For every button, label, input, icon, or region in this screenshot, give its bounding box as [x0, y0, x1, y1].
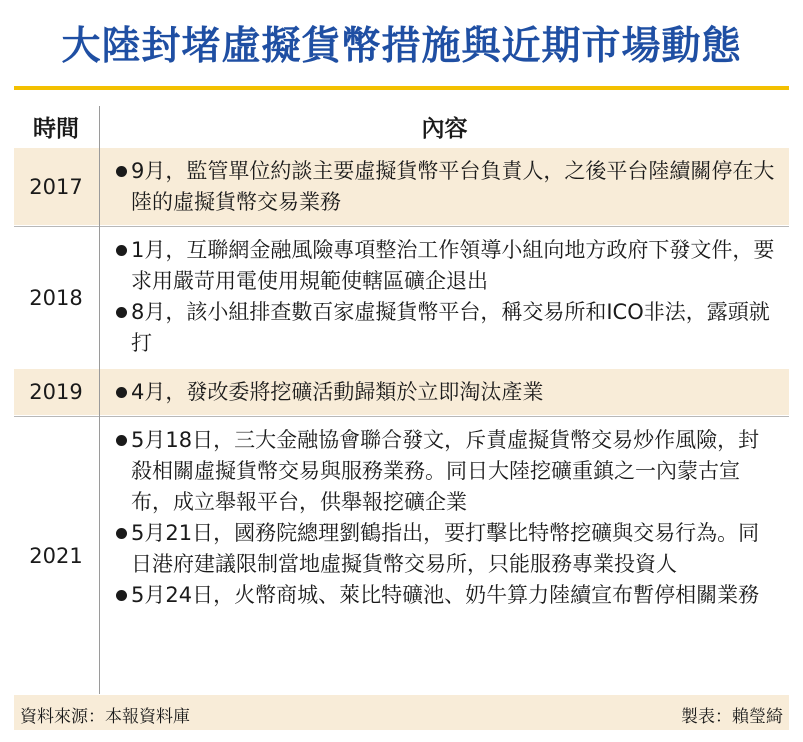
footer [14, 695, 789, 730]
table-row-2018 [14, 226, 789, 369]
title-underline [14, 86, 789, 90]
page-title: 大陸封堵虛擬貨幣措施與近期市場動態 [61, 24, 742, 69]
bullet-icon [116, 590, 127, 601]
list-item: 5月18日，三大金融協會聯合發文，斥責虛擬貨幣交易炒作風險，封殺相關虛擬貨幣交易與服務業務。同日大陸挖礦重鎮之一內蒙古宣布，成立舉報平台，供舉報挖礦企業 [114, 425, 779, 518]
bullet-icon [116, 528, 127, 539]
year-cell: 2017 [29, 174, 83, 199]
list-item: 5月24日，火幣商城、萊比特礦池、奶牛算力陸續宣布暫停相關業務 [114, 580, 779, 611]
list-item: 1月，互聯網金融風險專項整治工作領導小組向地方政府下發文件，要求用嚴苛用電使用規範使轄區礦企退出 [114, 235, 779, 297]
year-cell: 2018 [29, 286, 83, 310]
table-row-2019 [14, 369, 789, 415]
list-item: 8月，該小組排查數百家虛擬貨幣平台，稱交易所和ICO非法，露頭就打 [114, 297, 779, 359]
table-row-2021 [14, 416, 789, 695]
source-note: 資料來源：本報資料庫 [20, 707, 190, 727]
bullet-icon [116, 435, 127, 446]
list-item: 9月，監管單位約談主要虛擬貨幣平台負責人，之後平台陸續關停在大陸的虛擬貨幣交易業務 [114, 156, 779, 218]
header-time: 時間 [33, 115, 79, 142]
credit-note: 製表：賴瑩綺 [681, 707, 783, 727]
bullet-icon [116, 307, 127, 318]
bullet-icon [116, 166, 127, 177]
year-cell: 2021 [29, 544, 83, 568]
header-content: 內容 [421, 115, 468, 142]
column-divider [99, 106, 100, 694]
list-item: 5月21日，國務院總理劉鶴指出，要打擊比特幣挖礦與交易行為。同日港府建議限制當地虛擬貨幣交易所，只能服務專業投資人 [114, 518, 779, 580]
list-item: 4月，發改委將挖礦活動歸類於立即淘汰產業 [114, 377, 779, 408]
year-cell: 2019 [29, 380, 83, 404]
table-row-2017 [14, 148, 789, 225]
bullet-icon [116, 245, 127, 256]
bullet-icon [116, 387, 127, 398]
